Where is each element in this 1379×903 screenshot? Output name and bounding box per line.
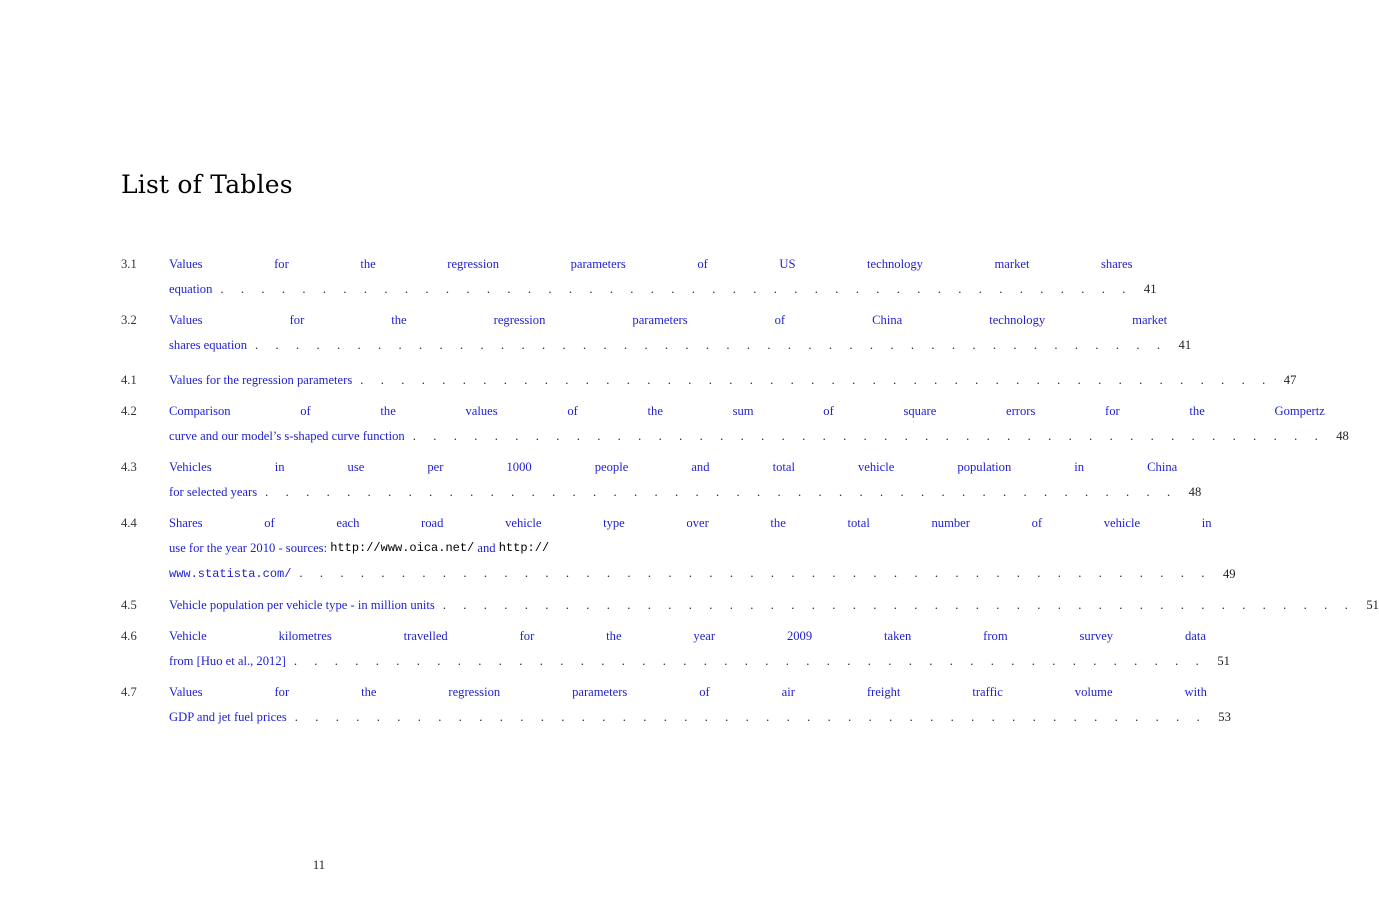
entry-number: 4.7 <box>121 685 137 699</box>
table-entry-4-3 <box>121 455 1202 505</box>
table-entry-4-5 <box>121 593 1379 618</box>
list-of-tables <box>121 252 1379 736</box>
entry-number: 4.6 <box>121 629 137 643</box>
entry-link-end[interactable]: from [Huo et al., 2012] <box>169 654 286 668</box>
entry-link-text[interactable]: use for the year 2010 - sources: <box>169 541 331 555</box>
entry-link-end[interactable]: shares equation <box>169 338 247 352</box>
page-number: 11 <box>312 858 326 872</box>
entry-page-number: 48 <box>1188 485 1202 499</box>
entry-link-end[interactable]: curve and our model’s s-shaped curve function <box>169 429 405 443</box>
entry-number: 4.2 <box>121 404 137 418</box>
table-entry-4-4 <box>121 511 1236 587</box>
dot-leader: . . . . . . . . . . . . . . . . . . . . . . . . . . . . . . . . . . . . . . . . . . . . . <box>220 282 1133 296</box>
table-entry-4-2 <box>121 399 1349 449</box>
entry-page-number: 53 <box>1218 710 1231 724</box>
table-entry-3-2 <box>121 308 1192 358</box>
table-entry-4-6 <box>121 624 1230 674</box>
page-title: List of Tables <box>121 170 293 199</box>
dot-leader: . . . . . . . . . . . . . . . . . . . . . . . . . . . . . . . . . . . . . . . . . . . . . <box>442 598 1355 612</box>
entry-page-number: 41 <box>1178 338 1192 352</box>
entry-link[interactable]: Values for the regression parameters of air freight traffic volume with <box>169 685 1207 699</box>
entry-number: 4.3 <box>121 460 137 474</box>
entry-number: 4.5 <box>121 598 137 612</box>
entry-number: 3.1 <box>121 257 137 271</box>
dot-leader: . . . . . . . . . . . . . . . . . . . . . . . . . . . . . . . . . . . . . . . . . . . . . <box>255 338 1168 352</box>
entry-link[interactable]: Values for the regression parameters of China technology market <box>169 313 1168 327</box>
dot-leader: . . . . . . . . . . . . . . . . . . . . . . . . . . . . . . . . . . . . . . . . . . . . . <box>412 429 1325 443</box>
table-entry-3-1 <box>121 252 1157 302</box>
entry-link-end[interactable]: for selected years <box>169 485 258 499</box>
entry-page-number: 51 <box>1366 598 1379 612</box>
entry-number: 4.1 <box>121 373 137 387</box>
entry-page-number: 48 <box>1336 429 1349 443</box>
dot-leader: . . . . . . . . . . . . . . . . . . . . . . . . . . . . . . . . . . . . . . . . . . . . . <box>299 566 1212 580</box>
entry-page-number: 49 <box>1222 567 1236 581</box>
entry-page-number: 41 <box>1143 282 1157 296</box>
dot-leader: . . . . . . . . . . . . . . . . . . . . . . . . . . . . . . . . . . . . . . . . . . . . . <box>265 485 1178 499</box>
table-entry-4-7 <box>121 680 1231 730</box>
dot-leader: . . . . . . . . . . . . . . . . . . . . . . . . . . . . . . . . . . . . . . . . . . . . . <box>360 373 1273 387</box>
entry-link[interactable]: Values for the regression parameters of US technology market shares <box>169 257 1133 271</box>
entry-link[interactable]: Vehicles in use per 1000 people and total vehicle population in China <box>169 460 1178 474</box>
dot-leader: . . . . . . . . . . . . . . . . . . . . . . . . . . . . . . . . . . . . . . . . . . . . . <box>294 710 1207 724</box>
dot-leader: . . . . . . . . . . . . . . . . . . . . . . . . . . . . . . . . . . . . . . . . . . . . . <box>293 654 1206 668</box>
entry-link-end[interactable]: Values for the regression parameters <box>169 373 353 387</box>
entry-link-end[interactable]: Vehicle population per vehicle type - in million units <box>169 598 435 612</box>
entry-number: 3.2 <box>121 313 137 327</box>
url-link-statista-start[interactable]: http:// <box>498 541 550 555</box>
entry-link[interactable]: Vehicle kilometres travelled for the year 2009 taken from survey data <box>169 629 1206 643</box>
entry-link-text[interactable]: and <box>474 541 499 555</box>
entry-link[interactable]: Shares of each road vehicle type over the total number of vehicle in <box>169 516 1212 530</box>
url-link-statista-end[interactable]: www.statista.com/ <box>169 567 292 581</box>
entry-link-end[interactable]: GDP and jet fuel prices <box>169 710 287 724</box>
url-link-oica[interactable]: http://www.oica.net/ <box>330 541 475 555</box>
entry-link-end[interactable]: equation <box>169 282 213 296</box>
entry-page-number: 47 <box>1283 373 1297 387</box>
entry-page-number: 51 <box>1217 654 1230 668</box>
table-entry-4-1 <box>121 368 1297 393</box>
entry-number: 4.4 <box>121 516 137 530</box>
entry-link[interactable]: Comparison of the values of the sum of square errors for the Gompertz <box>169 404 1325 418</box>
